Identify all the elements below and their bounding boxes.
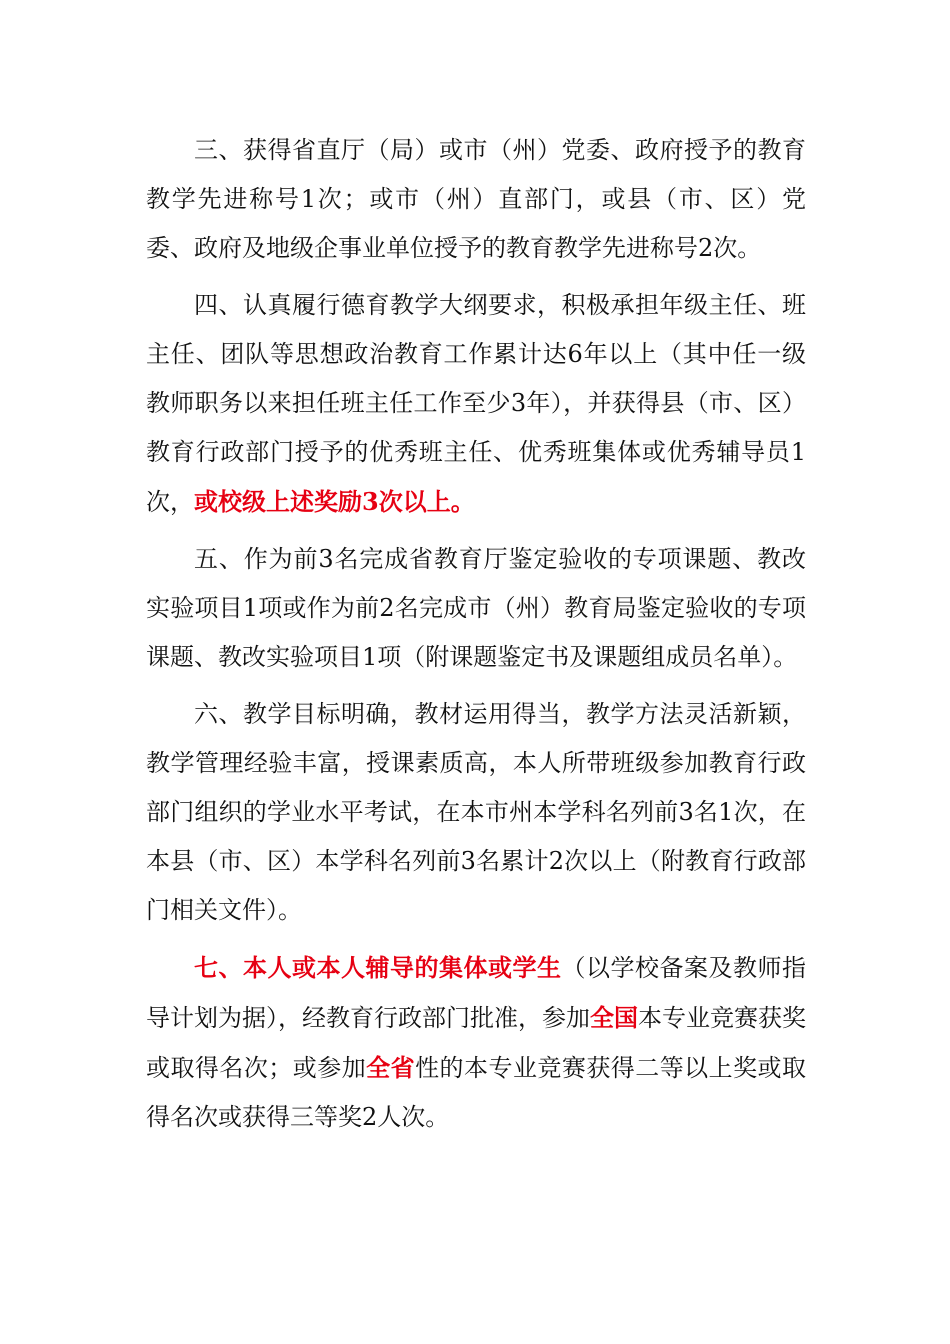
document-body xyxy=(146,126,806,1142)
paragraph-5-text: 五、作为前3名完成省教育厅鉴定验收的专项课题、教改实验项目1项或作为前2名完成市（州）教育局鉴定验收的专项课题、教改实验项目1项（附课题鉴定书及课题组成员名单）。 xyxy=(146,545,806,671)
paragraph-4-highlight: 或校级上述奖励3次以上。 xyxy=(194,487,475,516)
paragraph-3-text: 三、获得省直厅（局）或市（州）党委、政府授予的教育教学先进称号1次；或市（州）直部门，或县（市、区）党委、政府及地级企事业单位授予的教育教学先进称号2次。 xyxy=(146,136,806,262)
paragraph-5 xyxy=(146,535,806,682)
paragraph-7-text-a: （以学校备案及教师指导计划为据），经教育行政部门批准，参加 xyxy=(146,954,806,1032)
paragraph-6 xyxy=(146,690,806,935)
paragraph-7-highlight-national: 全国 xyxy=(590,1003,638,1032)
paragraph-4 xyxy=(146,281,806,527)
paragraph-3 xyxy=(146,126,806,273)
paragraph-7-highlight-provincial: 全省 xyxy=(366,1053,416,1082)
paragraph-7-highlight-lead: 七、本人或本人辅导的集体或学生 xyxy=(194,953,562,982)
paragraph-7-text-c: 性的本专业竞赛获得二等以上奖或取得名次或获得三等奖2人次。 xyxy=(146,1054,807,1131)
paragraph-4-text: 四、认真履行德育教学大纲要求，积极承担年级主任、班主任、团队等思想政治教育工作累计达6年以上（其中任一级教师职务以来担任班主任工作至少3年），并获得县（市、区）教育行政部门授予的优秀班主任、优秀班集体或优秀辅导员1次， xyxy=(146,291,806,516)
paragraph-7 xyxy=(146,943,806,1142)
paragraph-6-text: 六、教学目标明确，教材运用得当，教学方法灵活新颖，教学管理经验丰富，授课素质高，本人所带班级参加教育行政部门组织的学业水平考试，在本市州本学科名列前3名1次，在本县（市、区）本学科名列前3名累计2次以上（附教育行政部门相关文件）。 xyxy=(146,700,806,924)
paragraph-7-text-b: 本专业竞赛获奖或取得名次；或参加 xyxy=(146,1004,806,1082)
